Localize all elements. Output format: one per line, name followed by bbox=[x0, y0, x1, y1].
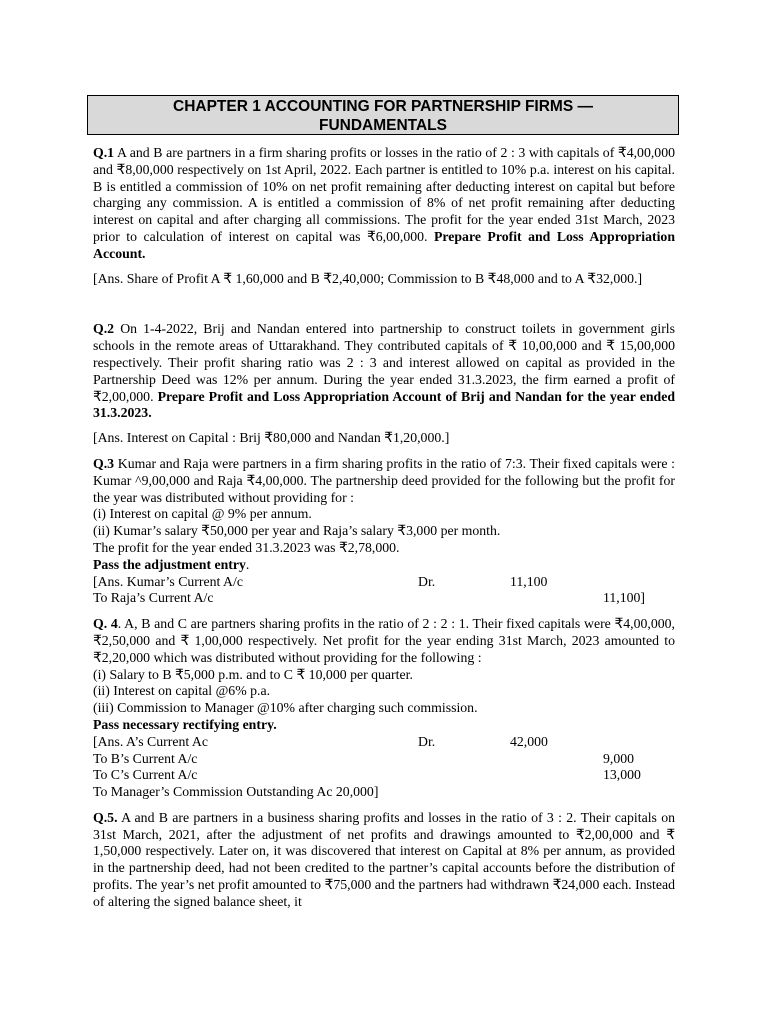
question-4-entry-1-dr: Dr. bbox=[418, 733, 436, 749]
question-4-item-1: (i) Salary to B ₹5,000 p.m. and to C ₹ 10,000 per quarter. bbox=[93, 666, 413, 682]
question-3-entry-2-amount: 11,100] bbox=[603, 590, 646, 606]
question-5 bbox=[93, 810, 675, 911]
question-4-instruction-line bbox=[93, 717, 675, 734]
question-4-entry-row-1 bbox=[93, 734, 675, 751]
question-4-text: . A, B and C are partners sharing profits in the ratio of 2 : 2 : 1. Their fixed capitals were ₹4,00,000, ₹2,50,000 and ₹ 1,00,000 respectively. Net profit for the year ending 31st March, 2023 amounted to ₹2,20,000 which was distributed without providing for the following : bbox=[93, 616, 675, 665]
question-3-entry-1-amount: 11,100 bbox=[510, 573, 548, 589]
question-4-entry-row-3 bbox=[93, 767, 675, 784]
question-2-text: On 1-4-2022, Brij and Nandan entered into partnership to construct toilets in government girls schools in the remote areas of Uttarakhand. They contributed capitals of ₹ 10,00,000 and ₹ 15,00,000 respectively. Their profit sharing ratio was 2 : 3 and interest allowed on capital as provided in the Partnership Deed was 12% per annum. During the year ended 31.3.2023, the firm earned a profit of ₹2,00,000. bbox=[93, 321, 675, 404]
question-3-item-1: (i) Interest on capital @ 9% per annum. bbox=[93, 506, 312, 522]
question-2 bbox=[93, 321, 675, 422]
question-3 bbox=[93, 456, 675, 506]
question-3-entry-1-account: [Ans. Kumar’s Current A/c bbox=[93, 573, 243, 589]
question-2-answer: [Ans. Interest on Capital : Brij ₹80,000 and Nandan ₹1,20,000.] bbox=[93, 430, 450, 446]
question-3-instruction-line bbox=[93, 557, 675, 574]
question-4-label: Q. 4 bbox=[93, 616, 118, 632]
question-3-profit: The profit for the year ended 31.3.2023 was ₹2,78,000. bbox=[93, 539, 400, 555]
question-4-entry-3-amount: 13,000 bbox=[603, 767, 641, 783]
question-1-label: Q.1 bbox=[93, 145, 115, 160]
question-4 bbox=[93, 616, 675, 666]
questions-body bbox=[93, 145, 675, 911]
question-5-label: Q.5. bbox=[93, 809, 118, 825]
question-1 bbox=[93, 145, 675, 263]
question-4-item-3: (iii) Commission to Manager @10% after charging such commission. bbox=[93, 700, 478, 716]
question-4-entry-row-2 bbox=[93, 751, 675, 768]
question-5-text: A and B are partners in a business sharing profits and losses in the ratio of 3 : 2. Their capitals on 31st March, 2021, after the adjustment of net profits and drawings amounted to ₹2,00,000 and ₹ 1,50,000 respectively. Later on, it was discovered that interest on Capital at 8% per annum, as provided in the partnership deed, had not been credited to the partner’s capital accounts before the distribution of profits. The year’s net profit amounted to ₹75,000 and the partners had withdrawn ₹24,000 each. Instead of altering the signed balance sheet, it bbox=[93, 809, 675, 909]
question-3-label: Q.3 bbox=[93, 455, 115, 471]
question-3-entry-row-1 bbox=[93, 574, 675, 591]
question-4-entry-4-account: To Manager’s Commission Outstanding Ac 20,000] bbox=[93, 784, 379, 800]
question-4-entry-1-account: [Ans. A’s Current Ac bbox=[93, 733, 208, 749]
chapter-title-line-2: FUNDAMENTALS bbox=[318, 117, 447, 134]
question-2-label: Q.2 bbox=[93, 321, 115, 337]
question-3-text: Kumar and Raja were partners in a firm sharing profits in the ratio of 7:3. Their fixed capitals were : Kumar ^9,00,000 and Raja ₹4,00,000. The partnership deed provided for the following but the profit for the year was distributed without providing for : bbox=[93, 455, 675, 505]
question-4-instruction: Pass necessary rectifying entry. bbox=[93, 716, 277, 732]
question-3-entry-2-account: To Raja’s Current A/c bbox=[93, 590, 214, 606]
question-4-entry-1-amount: 42,000 bbox=[510, 733, 548, 749]
question-4-entry-row-4 bbox=[93, 784, 675, 801]
question-4-entry-2-account: To B’s Current A/c bbox=[93, 750, 198, 766]
question-4-entry-3-account: To C’s Current A/c bbox=[93, 767, 198, 783]
question-1-instruction: Prepare Profit and Loss Appropriation Account. bbox=[93, 228, 675, 261]
question-3-item-2: (ii) Kumar’s salary ₹50,000 per year and Raja’s salary ₹3,000 per month. bbox=[93, 523, 501, 539]
question-3-entry-row-2 bbox=[93, 590, 675, 607]
question-3-entry-1-dr: Dr. bbox=[418, 573, 436, 589]
question-3-instruction-end: . bbox=[245, 556, 250, 572]
question-2-instruction: Prepare Profit and Loss Appropriation Account of Brij and Nandan for the year ended 31.3.2023. bbox=[93, 388, 676, 421]
chapter-title-line-1: CHAPTER 1 ACCOUNTING FOR PARTNERSHIP FIRMS — bbox=[173, 98, 593, 115]
question-1-answer: [Ans. Share of Profit A ₹ 1,60,000 and B ₹2,40,000; Commission to B ₹48,000 and to A ₹32,000.] bbox=[93, 270, 643, 286]
question-3-instruction: Pass the adjustment entry bbox=[93, 556, 246, 572]
question-4-item-2: (ii) Interest on capital @6% p.a. bbox=[93, 683, 271, 699]
question-4-entry-2-amount: 9,000 bbox=[603, 750, 635, 766]
question-1-text: A and B are partners in a firm sharing profits or losses in the ratio of 2 : 3 with capitals of ₹4,00,000 and ₹8,00,000 respectively on 1st April, 2022. Each partner is entitled to 10% p.a. interest on his capital. B is entitled a commission of 10% on net profit remaining after deducting interest on capital but before charging any commission. A is entitled a commission of 8% of net profit remaining after deducting interest on capital and after charging all commissions. The profit for the year ended 31st March, 2023 prior to calculation of interest on capital was ₹6,00,000. bbox=[93, 145, 675, 244]
chapter-title-box bbox=[87, 95, 679, 135]
